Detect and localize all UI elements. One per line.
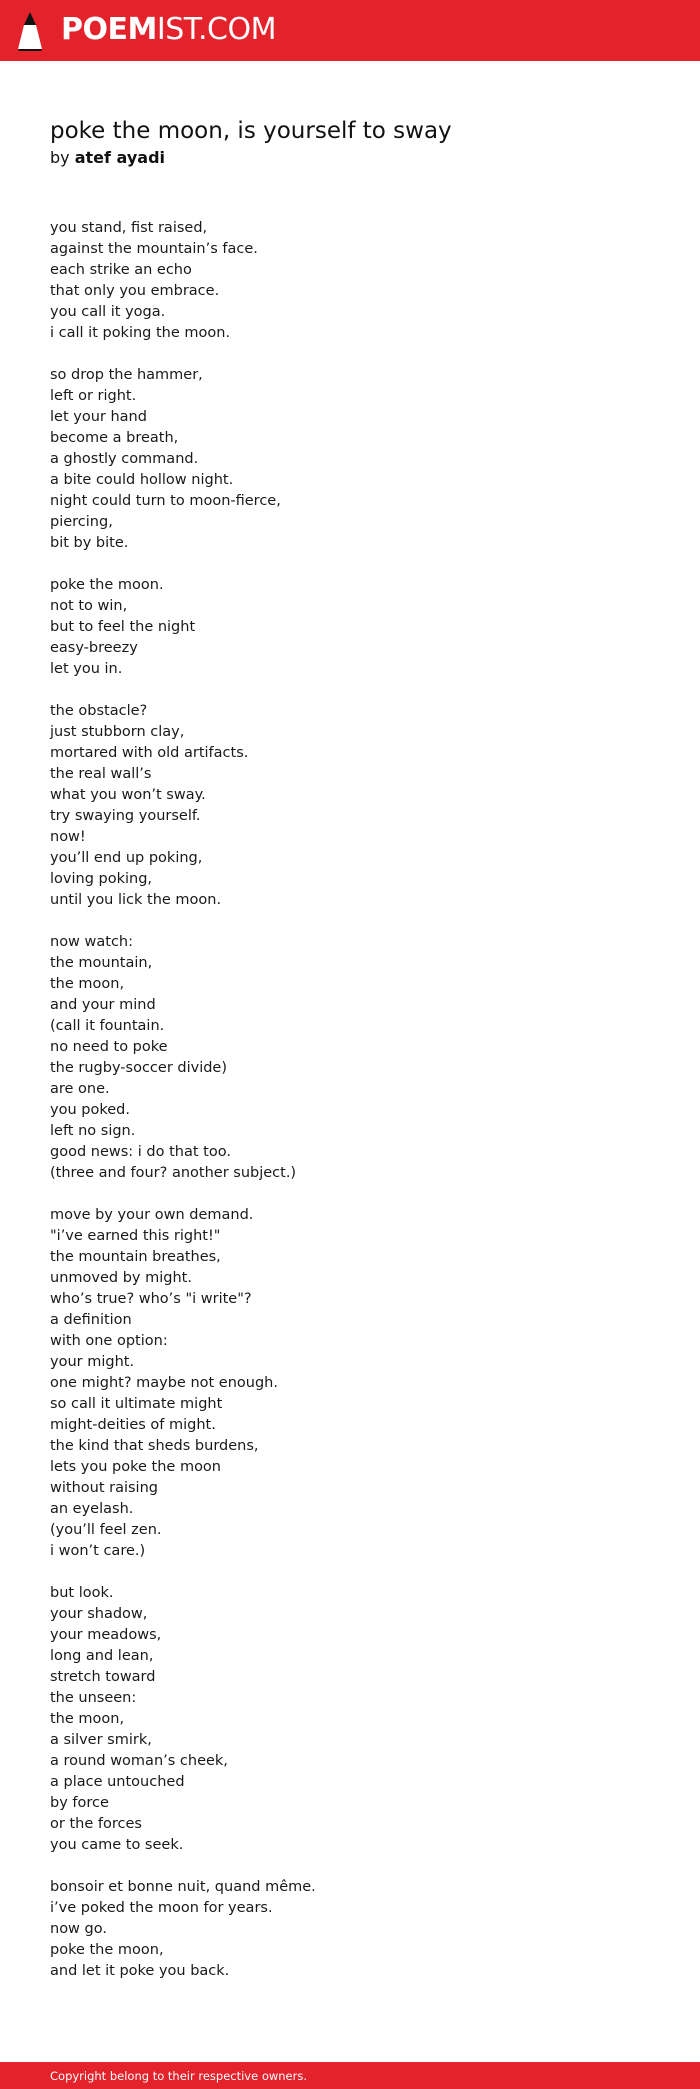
poem-stanza [50,701,650,911]
poem-line: now go. [50,1921,107,1937]
poem-line: what you won’t sway. [50,787,206,803]
poem-line: one might? maybe not enough. [50,1375,278,1391]
poem-line: you poked. [50,1102,130,1118]
poem-stanza [50,1583,650,1856]
poem-line: left or right. [50,388,137,404]
site-footer [0,2062,700,2089]
poem-stanza [50,218,650,344]
poem-line: a silver smirk, [50,1732,152,1748]
poem-line: a round woman’s cheek, [50,1753,228,1769]
poem-stanza [50,575,650,680]
poem-line: but look. [50,1585,114,1601]
poem-line: mortared with old artifacts. [50,745,249,761]
logo-bold-text: POEM [61,12,157,47]
pencil-tip-icon[interactable] [17,11,43,51]
poem-line: the kind that sheds burdens, [50,1438,259,1454]
poem-line: and let it poke you back. [50,1963,230,1979]
poem-line: a bite could hollow night. [50,472,234,488]
poem-line: a place untouched [50,1774,185,1790]
poem-line: easy-breezy [50,640,138,656]
poem-line: with one option: [50,1333,168,1349]
poem-title: poke the moon, is yourself to sway [50,118,452,144]
poem-line: and your mind [50,997,156,1013]
poem-line: let your hand [50,409,147,425]
poem-line: i call it poking the moon. [50,325,231,341]
poem-line: now! [50,829,86,845]
poem-line: poke the moon. [50,577,164,593]
poem-line: good news: i do that too. [50,1144,231,1160]
poem-line: a definition [50,1312,132,1328]
logo-light-text: IST.COM [156,12,276,47]
copyright-notice: Copyright belong to their respective owners. [50,2069,308,2083]
poem-line: try swaying yourself. [50,808,201,824]
poem-line: each strike an echo [50,262,192,278]
poem-line: who’s true? who’s "i write"? [50,1291,252,1307]
poem-line: let you in. [50,661,123,677]
poem-line: the mountain, [50,955,153,971]
poem-line: your shadow, [50,1606,148,1622]
poem-line: the unseen: [50,1690,137,1706]
poem-line: piercing, [50,514,113,530]
poem-line: so call it ultimate might [50,1396,223,1412]
poem-line: you came to seek. [50,1837,184,1853]
poem-line: left no sign. [50,1123,136,1139]
poem-line: lets you poke the moon [50,1459,221,1475]
poem-line: no need to poke [50,1039,168,1055]
poem-line: by force [50,1795,109,1811]
poem-line: stretch toward [50,1669,156,1685]
poem-line: the rugby-soccer divide) [50,1060,228,1076]
poem-line: (three and four? another subject.) [50,1165,297,1181]
poem-line: become a breath, [50,430,179,446]
poem-line: unmoved by might. [50,1270,192,1286]
poem-stanza [50,1877,650,1982]
poem-line: "i’ve earned this right!" [50,1228,221,1244]
poem-line: that only you embrace. [50,283,220,299]
poem-line: now watch: [50,934,134,950]
site-header [0,0,700,61]
poem-line: just stubborn clay, [50,724,185,740]
byline-prefix: by [50,148,70,167]
poem-line: or the forces [50,1816,142,1832]
poem-line: so drop the hammer, [50,367,203,383]
poem-line: (call it fountain. [50,1018,165,1034]
poem-line: the real wall’s [50,766,152,782]
poem-line: a ghostly command. [50,451,199,467]
poem-body [50,218,650,1982]
poem-stanza [50,1205,650,1562]
byline [50,147,165,169]
poem-line: but to feel the night [50,619,196,635]
poem-line: might-deities of might. [50,1417,216,1433]
poem-line: your meadows, [50,1627,162,1643]
poem-line: your might. [50,1354,135,1370]
poem-line: (you’ll feel zen. [50,1522,162,1538]
poem-line: are one. [50,1081,110,1097]
poem-line: loving poking, [50,871,153,887]
poem-line: you’ll end up poking, [50,850,203,866]
poem-line: bonsoir et bonne nuit, quand même. [50,1879,316,1895]
poem-line: night could turn to moon-fierce, [50,493,281,509]
site-logo[interactable] [61,11,276,49]
author-name: atef ayadi [74,148,166,167]
poem-line: move by your own demand. [50,1207,254,1223]
poem-line: until you lick the moon. [50,892,222,908]
poem-line: not to win, [50,598,128,614]
poem-line: i’ve poked the moon for years. [50,1900,273,1916]
poem-line: poke the moon, [50,1942,164,1958]
poem-line: you stand, fist raised, [50,220,208,236]
poem-stanza [50,932,650,1184]
poem-line: long and lean, [50,1648,154,1664]
poem-line: an eyelash. [50,1501,134,1517]
poem-line: against the mountain’s face. [50,241,258,257]
poem-line: the moon, [50,1711,125,1727]
poem-line: bit by bite. [50,535,129,551]
poem-line: the obstacle? [50,703,148,719]
poem-line: you call it yoga. [50,304,166,320]
poem-line: the moon, [50,976,125,992]
poem-stanza [50,365,650,554]
poem-line: the mountain breathes, [50,1249,221,1265]
poem-line: without raising [50,1480,158,1496]
poem-line: i won’t care.) [50,1543,146,1559]
